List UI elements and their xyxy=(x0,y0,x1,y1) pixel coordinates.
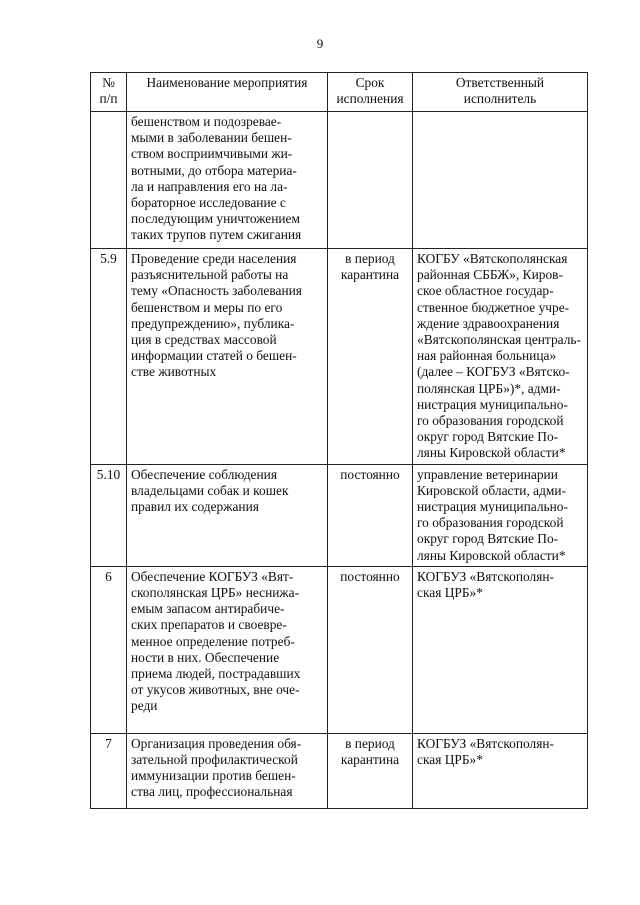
deadline-cell xyxy=(328,112,413,249)
responsible-cell xyxy=(413,249,588,465)
responsible-cell-line: полянская ЦРБ»)*, адми- xyxy=(417,380,561,396)
table-row xyxy=(91,566,588,733)
responsible-cell-line: Кировской области, адми- xyxy=(417,482,567,498)
table-row xyxy=(91,249,588,465)
deadline-cell-line: карантина xyxy=(340,267,400,283)
measure-name-cell-line: ства лиц, профессиональная xyxy=(131,784,293,800)
table-row xyxy=(91,112,588,249)
header-deadline xyxy=(328,73,413,112)
responsible-cell-line: ждение здравоохранения xyxy=(417,315,560,331)
measure-name-cell-line: мыми в заболевании бешен- xyxy=(131,130,292,146)
measure-name-cell-line: бешенством и меры по его xyxy=(131,299,283,315)
responsible-cell-line: «Вятскополянская централь- xyxy=(417,332,581,348)
measure-name-cell xyxy=(127,249,328,465)
header-num-line: № xyxy=(102,75,115,90)
measure-name-cell-line: емым запасом антирабиче- xyxy=(131,601,285,617)
measure-name-cell xyxy=(127,464,328,566)
responsible-cell-line: ственное бюджетное учре- xyxy=(417,299,570,315)
measure-name-cell-line: приема людей, пострадавших xyxy=(131,666,301,682)
responsible-cell-line: ское областное государ- xyxy=(417,283,554,299)
deadline-cell-line: постоянно xyxy=(340,568,400,584)
responsible-cell-line: КОГБУЗ «Вятскополян- xyxy=(417,735,555,751)
measure-name-cell-line: стве животных xyxy=(131,364,217,380)
measure-name-cell-line: предупреждению», публика- xyxy=(131,315,295,331)
measure-name-cell-line: ция в средствах массовой xyxy=(131,332,277,348)
measure-name-cell-line: иммунизации против бешен- xyxy=(131,768,296,784)
measure-name-cell-line: бораторное исследование с xyxy=(131,195,286,211)
measure-name-cell-line: Организация проведения обя- xyxy=(131,735,302,751)
header-deadline-line: исполнения xyxy=(336,91,404,106)
responsible-cell-line: ская ЦРБ»* xyxy=(417,752,483,768)
table-header-row xyxy=(91,73,588,112)
responsible-cell-line: го образования городской xyxy=(417,413,564,429)
measure-name-cell-line: Обеспечение КОГБУЗ «Вят- xyxy=(131,568,294,584)
measure-name-cell-line: правил их содержания xyxy=(131,499,259,515)
responsible-cell-line: ская ЦРБ»* xyxy=(417,585,483,601)
responsible-cell-line: ляны Кировской области* xyxy=(417,547,566,563)
responsible-cell-line: управление ветеринарии xyxy=(417,466,558,482)
responsible-cell-line: ляны Кировской области* xyxy=(417,445,566,461)
responsible-cell-line: округ город Вятские По- xyxy=(417,531,559,547)
table-row xyxy=(91,733,588,808)
measure-name-cell-line: Обеспечение соблюдения xyxy=(131,466,277,482)
row-number-cell: 5.9 xyxy=(91,249,127,465)
deadline-cell-line: в период xyxy=(345,735,395,751)
measure-name-cell-line: ности в них. Обеспечение xyxy=(131,649,280,665)
measure-name-cell-line: таких трупов путем сжигания xyxy=(131,227,302,243)
deadline-cell-line: в период xyxy=(345,251,395,266)
row-number-cell xyxy=(91,112,127,249)
header-responsible xyxy=(413,73,588,112)
header-name xyxy=(127,73,328,112)
measure-name-cell xyxy=(127,733,328,808)
measure-name-cell-line: разъяснительной работы на xyxy=(131,267,289,283)
deadline-cell xyxy=(328,566,413,733)
measure-name-cell-line: ских препаратов и своевре- xyxy=(131,617,287,633)
measure-name-cell xyxy=(127,112,328,249)
deadline-cell xyxy=(328,249,413,465)
responsible-cell-line: округ город Вятские По- xyxy=(417,429,559,445)
measure-name-cell-line: бешенством и подозревае- xyxy=(131,114,282,129)
measure-name-cell-line: вотными, до отбора материа- xyxy=(131,162,297,178)
measure-name-cell-line: зательной профилактической xyxy=(131,752,298,768)
responsible-cell-line: (далее – КОГБУЗ «Вятско- xyxy=(417,364,570,380)
responsible-cell-line: КОГБУ «Вятскополянская xyxy=(417,251,568,266)
responsible-cell-line: районная СББЖ», Киров- xyxy=(417,267,563,283)
deadline-cell-line: карантина xyxy=(340,752,400,768)
responsible-cell-line: КОГБУЗ «Вятскополян- xyxy=(417,568,555,584)
header-responsible-line: Ответственный xyxy=(455,75,545,90)
header-num xyxy=(91,73,127,112)
row-number-cell: 5.10 xyxy=(91,464,127,566)
header-deadline-line: Срок xyxy=(355,75,385,90)
responsible-cell xyxy=(413,112,588,249)
row-number-cell: 7 xyxy=(91,733,127,808)
page-number: 9 xyxy=(316,36,324,51)
measure-name-cell-line: информации статей о бешен- xyxy=(131,348,297,364)
measure-name-cell-line: тему «Опасность заболевания xyxy=(131,283,302,299)
deadline-cell xyxy=(328,733,413,808)
responsible-cell-line: ная районная больница» xyxy=(417,348,557,364)
measure-name-cell-line: скополянская ЦРБ» неснижа- xyxy=(131,585,300,601)
measure-name-cell-line: владельцами собак и кошек xyxy=(131,482,289,498)
measure-name-cell-line: ством восприимчивыми жи- xyxy=(131,146,293,162)
table-row xyxy=(91,464,588,566)
header-name-line: Наименование мероприятия xyxy=(146,75,308,90)
deadline-cell xyxy=(328,464,413,566)
responsible-cell xyxy=(413,566,588,733)
row-number-cell: 6 xyxy=(91,566,127,733)
responsible-cell xyxy=(413,464,588,566)
measure-name-cell-line: реди xyxy=(131,698,158,714)
measure-name-cell-line: от укусов животных, вне оче- xyxy=(131,682,300,698)
responsible-cell xyxy=(413,733,588,808)
responsible-cell-line: го образования городской xyxy=(417,515,564,531)
deadline-cell-line: постоянно xyxy=(340,466,400,482)
responsible-cell-line: нистрация муниципально- xyxy=(417,499,568,515)
measure-name-cell xyxy=(127,566,328,733)
responsible-cell-line: нистрация муниципально- xyxy=(417,396,568,412)
measure-name-cell-line: Проведение среди населения xyxy=(131,251,297,266)
measures-table xyxy=(90,72,588,809)
measure-name-cell-line: ла и направления его на ла- xyxy=(131,178,288,194)
header-responsible-line: исполнитель xyxy=(463,91,537,106)
header-num-line: п/п xyxy=(99,91,118,106)
measure-name-cell-line: менное определение потреб- xyxy=(131,633,295,649)
measure-name-cell-line: последующим уничтожением xyxy=(131,211,300,227)
